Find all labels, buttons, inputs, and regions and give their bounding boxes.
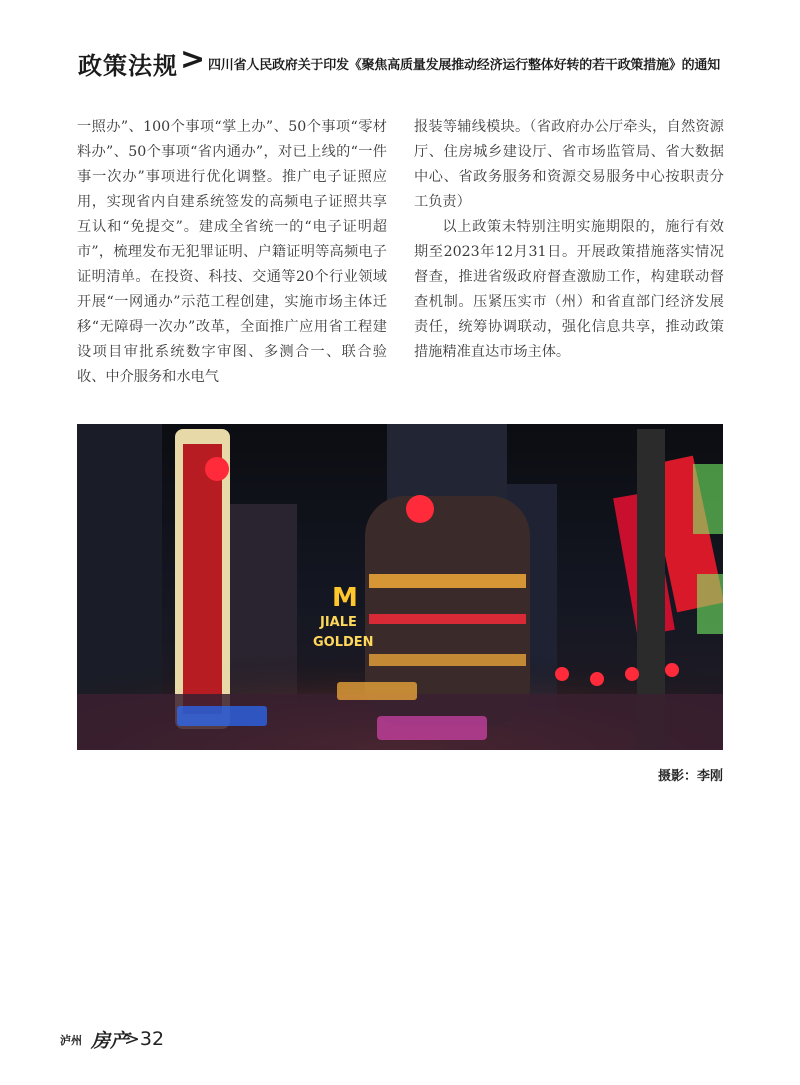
night-street-photo [77, 424, 723, 750]
paragraph: 报装等辅线模块。（省政府办公厅牵头，自然资源厅、住房城乡建设厅、省市场监管局、省大数据中心、省政务服务和资源交易服务中心按职责分工负责） [414, 119, 724, 210]
footer-magazine-name: 房产 [91, 1030, 130, 1052]
mall-logo-icon [406, 495, 434, 523]
brand-logo-icon [205, 457, 229, 481]
page-header [78, 42, 728, 80]
section-title: 政策法规 [78, 52, 178, 80]
document-title: 四川省人民政府关于印发《聚焦高质量发展推动经济运行整体好转的若干政策措施》的通知 [208, 58, 721, 73]
sign-pillar-face [183, 444, 222, 714]
text-column-left [77, 115, 387, 390]
brand-text-jiale: JIALE [320, 615, 357, 630]
arches-logo: M [332, 583, 358, 613]
chevron-right-icon: > [180, 42, 206, 77]
page-number: >32 [124, 1028, 165, 1050]
text-column-right [414, 115, 724, 365]
paragraph: 一照办”、100个事项“掌上办”、50个事项“零材料办”、50个事项“省内通办”，对已上线的“一件事一次办”事项进行优化调整。推广电子证照应用，实现省内自建系统签发的高频电子证照共享互认和“免提交”。建成全省统一的“电子证明超市”，梳理发布无犯罪证明、户籍证明等高频电子证明清单。在投资、科技、交通等20个行业领域开展“一网通办”示范工程创建，实施市场主体迁移“无障碍一次办”改革，全面推广应用省工程建设项目审批系统数字审图、多测合一、联合验收、中介服务和水电气 [77, 119, 387, 385]
photo-caption: 摄影：李刚 [657, 769, 723, 784]
footer-city: 泸州 [60, 1034, 82, 1047]
brand-text-golden: GOLDEN [313, 635, 374, 650]
paragraph: 以上政策未特别注明实施期限的，施行有效期至2023年12月31日。开展政策措施落实情况督查，推进省级政府督查激励工作，构建联动督查机制。压紧压实市（州）和省直部门经济发展责任，统筹协调联动，强化信息共享，推动政策措施精准直达市场主体。 [414, 219, 724, 360]
